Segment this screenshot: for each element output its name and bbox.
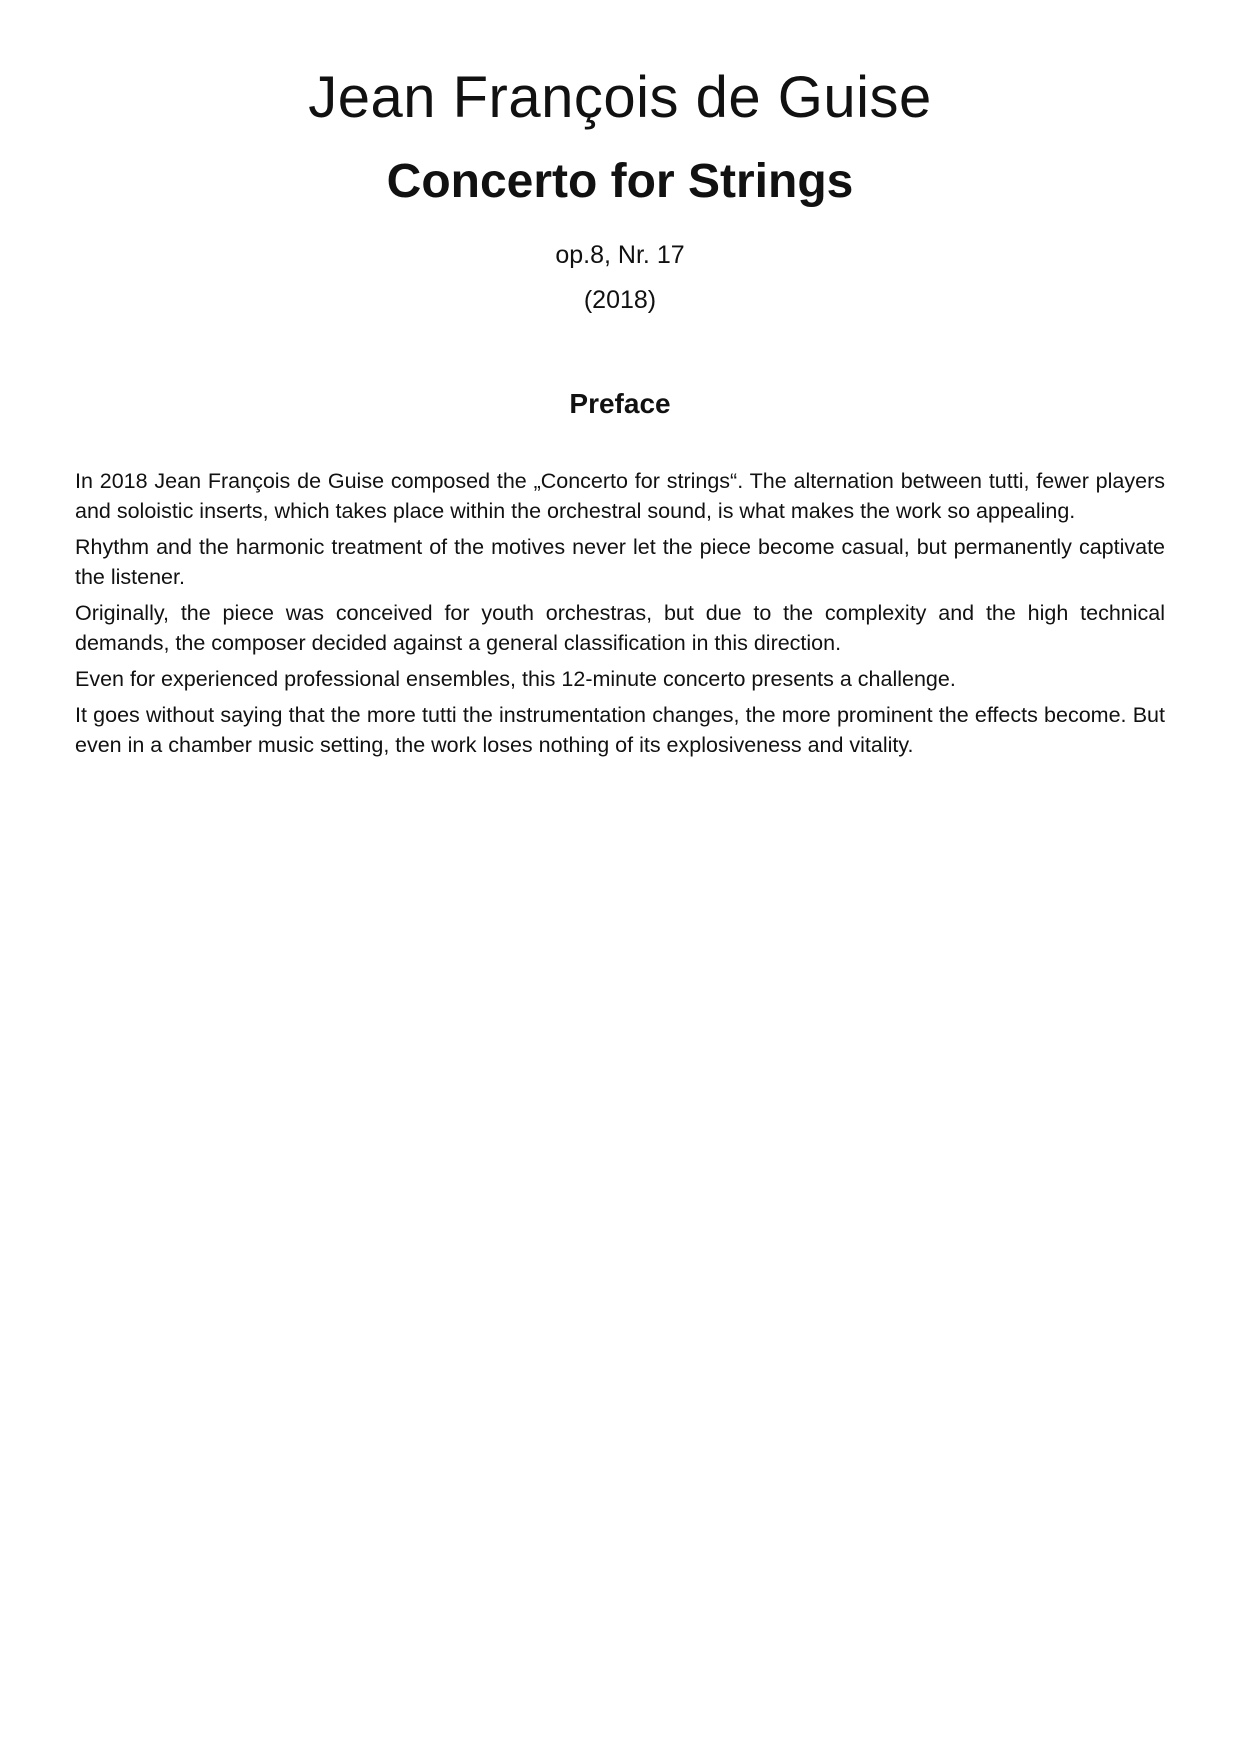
preface-body: [75, 466, 1165, 766]
preface-paragraph: In 2018 Jean François de Guise composed the „Concerto for strings“. The alternation between tutti, fewer players and soloistic inserts, which takes place within the orchestral sound, is what makes the work so appealing.: [75, 469, 1165, 523]
preface-paragraph: Rhythm and the harmonic treatment of the motives never let the piece become casual, but permanently captivate the listener.: [75, 535, 1165, 589]
preface-paragraph: It goes without saying that the more tutti the instrumentation changes, the more prominent the effects become. But even in a chamber music setting, the work loses nothing of its explosiveness and vitality.: [75, 703, 1165, 757]
preface-heading: Preface: [569, 388, 671, 419]
composition-year: (2018): [583, 286, 657, 314]
preface-paragraph: Originally, the piece was conceived for youth orchestras, but due to the complexity and the high technical demands, the composer decided against a general classification in this direction.: [75, 601, 1165, 655]
preface-paragraph: Even for experienced professional ensembles, this 12-minute concerto presents a challenge.: [75, 667, 956, 691]
composer-name: Jean François de Guise: [308, 65, 932, 130]
work-title: Concerto for Strings: [386, 155, 854, 208]
opus-number: op.8, Nr. 17: [555, 241, 685, 269]
